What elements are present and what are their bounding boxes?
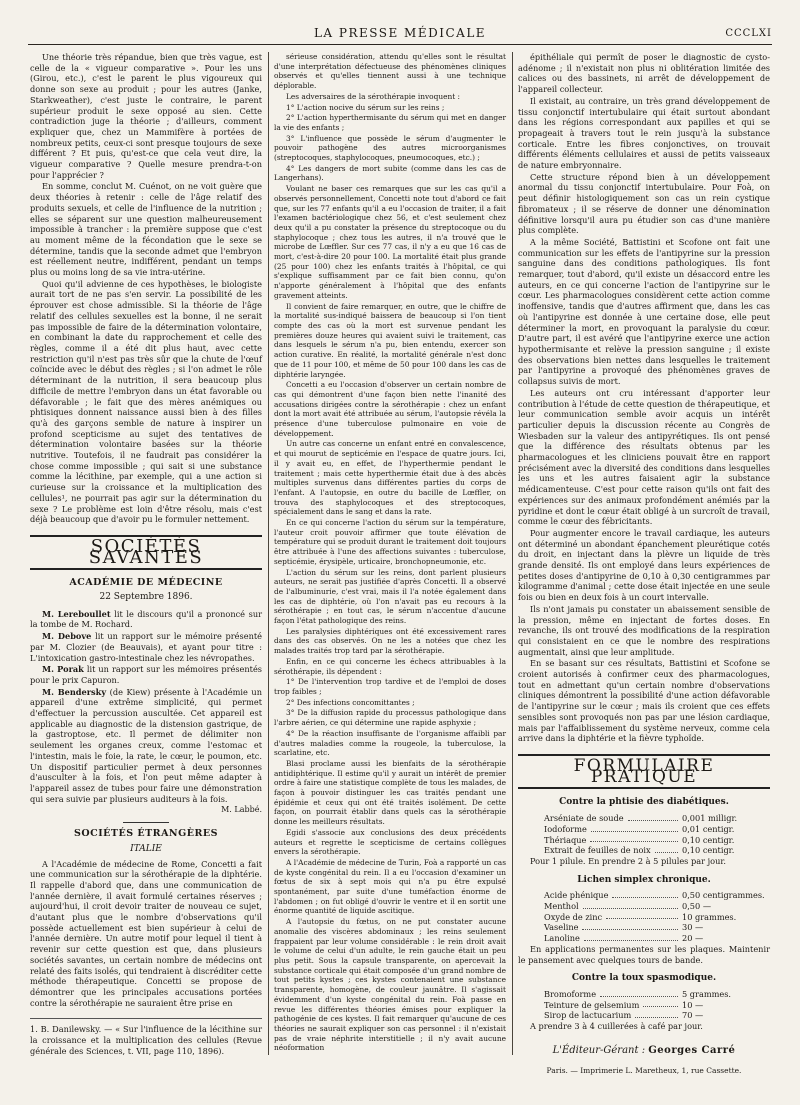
printer-line: Paris. — Imprimerie L. Maretheux, 1, rue Cassette. xyxy=(546,1066,742,1076)
column-divider xyxy=(512,52,513,1055)
paragraph: Il existait, au contraire, un très grand développement de tissu conjonctif intertubulaire qui était surtout abondant dans les régions correspondant aux papilles et qui se propageait à travers tout le rein jusqu'à la substance corticale. Entre les fibres conjonctives, on trouvait différents éléments cellulaires et aussi de petits vaisseaux de nature embryonnaire. xyxy=(518,95,770,171)
column-divider xyxy=(268,52,269,1055)
paragraph: Voulant ne baser ces remarques que sur les cas qu'il a observés personnellement, Concetti note tout d'abord ce fait que, sur les 77 enfants qu'il a eu l'occasion de traiter, il a fait l'examen bactériologique chez 56, et c'est seulement chez deux qu'il a pu constater la présence du streptocoque ou du staphylocoque ; chez tous les autres, il n'a trouvé que le microbe de Lœffler. Sur ces 77 cas, il n'y a eu que 16 cas de mort, c'est-à-dire 20 pour 100. La mortalité était plus grande (25 pour 100) chez les enfants traités à l'hôpital, ce qui s'explique suffisamment par ce fait bien connu, qu'on n'apporte généralement à l'hôpital que des enfants gravement atteints. xyxy=(274,184,506,300)
ingredient-name: Vaseline xyxy=(544,922,579,933)
formula-ingredient xyxy=(518,933,770,944)
ingredient-name: Acide phénique xyxy=(544,890,609,901)
formula-ingredient xyxy=(518,912,770,923)
ingredient-quantity: 70 — xyxy=(682,1010,704,1021)
leader-dots xyxy=(591,824,678,832)
paragraph: 3° L'influence que possède le sérum d'augmenter le pouvoir pathogène des autres microorganismes (streptocoques, staphylocoques, pneumocoques, etc.) ; xyxy=(274,133,506,163)
formula-ingredient xyxy=(518,1000,770,1011)
ingredient-name: Thériaque xyxy=(544,834,587,845)
leader-dots xyxy=(643,1000,678,1008)
paragraph: épithéliale qui permît de poser le diagnostic de cysto-adénome ; il n'existait non plus ni oblitération limitée des calices ou des bassinets, ni arrêt de développement de l'appareil collecteur. xyxy=(518,52,770,95)
formula-ingredient xyxy=(518,835,770,846)
country-heading: ITALIE xyxy=(130,843,162,854)
leader-dots xyxy=(582,922,678,930)
speaker-name: M. Porak xyxy=(42,664,84,675)
paragraph: Egidi s'associe aux conclusions des deux précédents auteurs et regrette le scepticisme de certains collègues envers la sérothérapie. xyxy=(274,827,506,857)
editor-name: Georges Carré xyxy=(648,1044,736,1056)
paragraph: 4° Les dangers de mort subite (comme dans les cas de Langerhans). xyxy=(274,163,506,183)
ingredient-quantity: 20 — xyxy=(682,933,704,944)
paragraph: Pour augmenter encore le travail cardiaque, les auteurs ont déterminé un abondant épanchement pleurétique cotés du droit, en injectant dans la plèvre un liquide de très grande densité. Ils ont employé dans leurs expériences de petites doses d'antipyrine de 0,10 à 0,30 centigrammes par kilogramme d'animal ; cette dose était injectée en une seule fois ou bien en deux fois à un court intervalle. xyxy=(518,527,770,603)
leader-dots xyxy=(584,933,678,941)
editor-label: L'Éditeur-Gérant : xyxy=(552,1044,649,1056)
paragraph: Enfin, en ce qui concerne les échecs attribuables à la sérothérapie, ils dépendent : xyxy=(274,656,506,676)
paragraph: Ils n'ont jamais pu constater un abaissement sensible de la pression, même en injectant de fortes doses. En revanche, ils ont trouvé des modifications de la respiration qui consistaient en ce que le nombre des respirations augmentait, ainsi que leur amplitude. xyxy=(518,603,770,657)
leader-dots xyxy=(590,835,678,843)
formula-ingredient xyxy=(518,890,770,901)
ingredient-name: Teinture de gelsemium xyxy=(544,999,640,1010)
footnote: 1. B. Danilewsky. — « Sur l'influence de la lécithine sur la croissance et la multiplication des cellules (Revue générale des Sciences, t. VII, page 110, 1896). xyxy=(30,1018,262,1056)
paragraph: Blasi proclame aussi les bienfaits de la sérothérapie antidiphtérique. Il estime qu'il y aurait un intérêt de premier ordre à faire une statistique complète de tous les malades, de façon à pouvoir distinguer les cas traités pendant une épidémie et ceux qui ont été traités isolément. De cette façon, on pourrait établir dans quels cas la sérothérapie donne les meilleurs résultats. xyxy=(274,758,506,827)
column-1 xyxy=(30,52,262,1056)
paragraph: Une théorie très répandue, bien que très vague, est celle de la « vigueur comparative ». Pour les uns (Girou, etc.), c'est le parent le plus vigoureux qui donne son sexe au produit ; pour les autres (Janke, Starkweather), c'est juste le contraire, le parent supérieur produit le sexe opposé au sien. Cette contradiction juge la théorie ; d'ailleurs, comment expliquer que, chez un Mammifère à portées de nombreux petits, ceux-ci sont presque toujours de sexe différent ? Et puis, qu'est-ce que cela veut dire, la vigueur comparative ? Quelle mesure prendra-t-on pour l'apprécier ? xyxy=(30,52,262,180)
paragraph: En somme, conclut M. Cuénot, on ne voit guère que deux théories à retenir : celle de l'âge relatif des produits sexuels, et celle de l'influence de la nutrition ; elles se séparent sur une question malheureusement impossible à trancher : la première suppose que c'est au moment même de la fécondation que le sexe se détermine, tandis que la seconde admet que l'embryon est réellement neutre, indifférent, pendant un temps plus ou moins long de sa vie intra-utérine. xyxy=(30,181,262,278)
paragraph: Il convient de faire remarquer, en outre, que le chiffre de la mortalité sus-indiqué baissera de beaucoup si l'on tient compte des cas où la mort est survenue pendant les premières douze heures qui avaient suivi le traitement, cas dans lesquels le sérum n'a pu, bien entendu, exercer son action curative. En réalité, la mortalité générale n'est donc que de 11 pour 100, et même de 50 pour 100 dans les cas de diphtérie laryngée. xyxy=(274,301,506,379)
formula-title: Lichen simplex chronique. xyxy=(577,874,711,885)
section-title-formulaire: FORMULAIRE PRATIQUE xyxy=(518,754,770,789)
paragraph: A l'autopsie du fœtus, on ne put constater aucune anomalie des viscères abdominaux ; les reins seulement frappaient par leur volume considérable : le rein droit avait le volume de celui d'un adulte, le rein gauche était un peu plus petit. Sous la capsule transparente, on apercevait la substance corticale qui était composée d'un grand nombre de tout petits kystes ; ces kystes contenaient une substance transparente, homogène, de couleur jaunâtre. Il s'agissait évidemment d'un kyste congénital du rein. Foà passe en revue les différentes théories émises pour expliquer la pathogénie de ces kystes. Il fait remarquer qu'aucune de ces théories ne saurait expliquer son cas personnel : il n'existait pas de vraie néphrite interstitielle ; il n'y avait aucune néoformation xyxy=(274,917,506,1053)
page-header xyxy=(28,24,772,42)
ingredient-quantity: 0,50 centigrammes. xyxy=(682,890,765,901)
formulary xyxy=(518,797,770,1031)
paragraph: A l'Académie de médecine de Turin, Foà a rapporté un cas de kyste congénital du rein. Il a eu l'occasion d'examiner un fœtus de six à sept mois qui n'a pu être expulsé spontanément, par suite d'une tuméfaction énorme de l'abdomen ; on fut obligé d'ouvrir le ventre et il en sortit une énorme quantité de liquide ascitique. xyxy=(274,857,506,916)
formula-instructions: En applications permanentes sur les plaques. Maintenir le pansement avec quelques tours de bande. xyxy=(518,943,770,965)
journal-title: LA PRESSE MÉDICALE xyxy=(313,26,487,40)
paragraph-text: (de Kiew) présente à l'Académie un appareil d'une extrême simplicité, qui permet d'effectuer la percussion auscultée. Cet appareil est applicable au diagnostic de la distension gastrique, de la gastroptose, etc. Il permet de délimiter non seulement les organes creux, comme l'estomac et l'intestin, mais le foie, la rate, le cœur, le poumon, etc. Un dispositif particulier permet à deux personnes d'ausculter à la fois, et l'on peut même adapter à l'appareil assez de tubes pour faire une démonstration qui sera suivie par plusieurs auditeurs à la fois. xyxy=(30,686,262,804)
paragraph: 3° De la diffusion rapide du processus pathologique dans l'arbre aérien, ce qui détermine une rapide asphyxie ; xyxy=(274,708,506,728)
paragraph: Les auteurs ont cru intéressant d'apporter leur contribution à l'étude de cette question de thérapeutique, et leur communication semble avoir acquis un intérêt particulier depuis la discussion récente au Congrès de Wiesbaden sur la valeur des antipyrétiques. Ils ont pensé que la différence des résultats obtenus par les pharmacologues et les cliniciens pouvait être en rapport précisément avec la diversité des conditions dans lesquelles les uns et les autres faisaient agir la substance médicamenteuse. C'est pour cette raison qu'ils ont fait des expériences sur des animaux profondément anémiés par la pyridine et dont le cœur était obligé à un surcroît de travail, comme le cœur des fébricitants. xyxy=(518,387,770,527)
ingredient-name: Extrait de feuilles de noix xyxy=(544,845,651,856)
header-rule xyxy=(28,44,772,45)
formula-ingredient xyxy=(518,1010,770,1021)
formula-ingredient xyxy=(518,824,770,835)
ingredient-name: Oxyde de zinc xyxy=(544,911,603,922)
paragraph: Concetti a eu l'occasion d'observer un certain nombre de cas qui démontrent d'une façon bien nette l'inanité des accusations dirigées contre la sérothérapie : chez un enfant dont la mort avait été attribuée au sérum, l'autopsie révéla la présence d'une tuberculose pulmonaire en voie de développement. xyxy=(274,380,506,438)
section-title-societes-savantes: SOCIÉTÉS SAVANTES xyxy=(30,535,262,570)
academy-paragraph xyxy=(30,687,262,805)
academy-paragraph xyxy=(30,609,262,630)
formula-title: Contre la phtisie des diabétiques. xyxy=(559,797,729,808)
paragraph: En ce qui concerne l'action du sérum sur la température, l'auteur croit pouvoir affirmer que toute élévation de température qui se produit durant le traitement doit toujours être attribuée à l'une des affections suivantes : tuberculose, septicémie, érysipèle, urticaire, bronchopneumonie, etc. xyxy=(274,518,506,566)
formula-instructions: A prendre 3 à 4 cuillerées à café par jour. xyxy=(530,1021,703,1032)
ingredient-quantity: 0,50 — xyxy=(682,901,712,912)
ingredient-quantity: 0,10 centigr. xyxy=(682,845,735,856)
paragraph: Cette structure répond bien à un développement anormal du tissu conjonctif intertubulaire. Pour Foà, on peut définir histologiquement son cas un rein cystique fibromateux ; il se réserve de donner une dénomination définitive lorsqu'il aura pu étudier son cas d'une manière plus complète. xyxy=(518,171,770,236)
academy-date: 22 Septembre 1896. xyxy=(99,592,193,603)
formula-ingredient xyxy=(518,845,770,856)
column-2 xyxy=(274,52,506,1054)
speaker-name: M. Bendersky xyxy=(42,686,107,697)
formula-ingredient xyxy=(518,989,770,1000)
leader-dots xyxy=(628,813,678,821)
paragraph: 2° Des infections concomittantes ; xyxy=(286,697,415,707)
paragraph: 2° L'action hyperthermisante du sérum qui met en danger la vie des enfants ; xyxy=(274,113,506,132)
column-3 xyxy=(518,52,770,1077)
ingredient-quantity: 0,01 centigr. xyxy=(682,823,735,834)
formula-ingredient xyxy=(518,901,770,912)
paragraph: Les paralysies diphtériques ont été excessivement rares dans des cas observés. On ne les a notées que chez les malades traités trop tard par la sérothérapie. xyxy=(274,626,506,656)
ingredient-quantity: 30 — xyxy=(682,922,704,933)
leader-dots xyxy=(612,890,678,898)
paragraph: 1° De l'intervention trop tardive et de l'emploi de doses trop faibles ; xyxy=(274,677,506,696)
paragraph: 1° L'action nocive du sérum sur les reins ; xyxy=(286,102,445,112)
ingredient-name: Menthol xyxy=(544,901,579,912)
ingredient-name: Iodoforme xyxy=(544,823,587,834)
paragraph: Les adversaires de la sérothérapie invoquent : xyxy=(286,91,461,101)
paragraph: sérieuse considération, attendu qu'elles sont le résultat d'une interprétation défectueuse des phénomènes cliniques observés et qu'elles tiennent aussi à une technique déplorable. xyxy=(274,52,506,91)
foreign-heading: SOCIÉTÉS ÉTRANGÈRES xyxy=(74,828,218,840)
leader-dots xyxy=(606,912,678,920)
paragraph: A l'Académie de médecine de Rome, Concetti a fait une communication sur la sérothérapie de la diphtérie. Il rappelle d'abord que, dans une communication de l'année dernière, il avait formulé certaines réserves ; aujourd'hui, il croit devoir traiter de nouveau ce sujet, d'autant plus que le nombre d'observations qu'il possède actuellement est bien supérieur à celui de l'année dernière. Un autre motif pour lequel il tient à revenir sur cette question est que, dans plusieurs sociétés savantes, un certain nombre de médecins ont relaté des faits isolés, qui tendraient à discréditer cette méthode thérapeutique. Concetti se propose de démontrer que les principales accusations portées contre la sérothérapie ne sauraient être prise en xyxy=(30,858,262,1008)
leader-dots xyxy=(655,845,678,853)
paragraph-text: lit le discours qu'il a prononcé sur la tombe de M. Rochard. xyxy=(30,608,263,630)
ingredient-name: Arséniate de soude xyxy=(544,813,624,824)
paragraph-text: lit un rapport sur les mémoires présentés pour le prix Capuron. xyxy=(30,664,262,685)
formula-title: Contre la toux spasmodique. xyxy=(571,973,717,984)
ingredient-name: Lanoline xyxy=(544,933,580,944)
leader-dots xyxy=(583,901,678,909)
academy-paragraph xyxy=(30,664,262,685)
leader-dots xyxy=(600,989,678,997)
speaker-name: M. Lereboullet xyxy=(42,608,111,619)
ingredient-name: Bromoforme xyxy=(544,988,597,999)
page-number: CCCLXI xyxy=(725,27,772,39)
paragraph: Un autre cas concerne un enfant entré en convalescence, et qui mourut de septicémie en l'espace de quatre jours. Ici, il y avait eu, en effet, de l'hyperthermie pendant le traitement ; mais cette hyperthermie était due à des abcès multiples survenus dans différentes parties du corps de l'enfant. A l'autopsie, en outre du bacille de Lœffler, on trouva des staphylocoques et des streptocoques, spécialement dans le sang et dans la rate. xyxy=(274,439,506,517)
ingredient-quantity: 10 — xyxy=(682,999,704,1010)
ingredient-quantity: 5 grammes. xyxy=(682,988,732,999)
paragraph-text: lit un rapport sur le mémoire présenté par M. Clozier (de Beauvais), et ayant pour titre : L'intoxication gastro-intestinale chez les névropathes. xyxy=(30,631,262,663)
formula-ingredient xyxy=(518,813,770,824)
paragraph: Quoi qu'il advienne de ces hypothèses, le biologiste aurait tort de ne pas s'en servir. La possibilité de les éprouver est chose admissible. Si la théorie de l'âge relatif des cellules sexuelles est la bonne, il ne serait pas impossible de faire de la détermination volontaire, en combinant la date du rapprochement et celle des règles, comme il a été dit plus haut, avec cette restriction qu'il n'est pas très sûr que la chute de l'œuf coïncide avec le début des règles ; si l'on admet le rôle déterminant de la nutrition, il sera beaucoup plus difficile de mettre l'embryon dans un état favorable ou défavorable ; le fait que des mères anémiques ou phtisiques donnent naissance aussi bien à des filles qu'à des garçons semble de nature à inspirer un profond scepticisme au sujet des tentatives de détermination volontaire basées sur la théorie nutritive. Toutefois, il ne faudrait pas considérer la chose comme impossible ; qui sait si une substance comme la lécithine, par exemple, qui a une action si curieuse sur la croissance et la multiplication des cellules¹, ne pourrait pas agir sur la détermination du sexe ? Le problème est loin d'être résolu, mais c'est déjà beaucoup que d'avoir pu le formuler nettement. xyxy=(30,278,262,525)
leader-dots xyxy=(635,1010,678,1018)
editor-line xyxy=(518,1046,770,1057)
ingredient-quantity: 10 grammes. xyxy=(682,911,737,922)
formula-ingredient xyxy=(518,922,770,933)
formula-instructions: Pour 1 pilule. En prendre 2 à 5 pilules par jour. xyxy=(530,855,726,866)
academy-paragraph xyxy=(30,631,262,663)
paragraph: En se basant sur ces résultats, Battistini et Scofone se croient autorisés à confirmer ceux des pharmacologues, tout en admettant qu'un certain nombre d'observations cliniques démontrent la possibilité d'une action défavorable de l'antipyrine sur le cœur ; mais ils croient que ces effets sensibles sont provoqués non pas par une lésion cardiaque, mais par l'affaiblissement du système nerveux, comme cela arrive dans la diphtérie et la fièvre typhoïde. xyxy=(518,658,770,744)
speaker-name: M. Debove xyxy=(42,631,92,642)
signature: M. Labbé. xyxy=(221,805,262,815)
ingredient-quantity: 0,001 milligr. xyxy=(682,813,738,824)
ingredient-quantity: 0,10 centigr. xyxy=(682,834,735,845)
academy-heading: ACADÉMIE DE MÉDECINE xyxy=(69,577,223,589)
ingredient-name: Sirop de lactucarium xyxy=(544,1010,632,1021)
paragraph: L'action du sérum sur les reins, dont parlent plusieurs auteurs, ne serait pas justifiée d'après Concetti. Il a observé de l'albuminurie, c'est vrai, mais il l'a notée également dans les cas de diphtérie, où l'on n'avait pas eu recours à la sérothérapie ; en tout cas, le sérum n'accentue d'aucune façon l'état pathologique des reins. xyxy=(274,567,506,626)
paragraph: A la même Société, Battistini et Scofone ont fait une communication sur les effets de l'antipyrine sur la pression sanguine dans des conditions pathologiques. Ils font remarquer, tout d'abord, qu'il existe un désaccord entre les auteurs, en ce qui concerne l'action de l'antipyrine sur le cœur. Les pharmacologues considèrent cette action comme inoffensive, tandis que d'autres affirment que, dans les cas où l'antipyrine est donnée à une certaine dose, elle peut déterminer la mort, en provoquant la paralysie du cœur. D'autre part, il est avéré que l'antipyrine exerce une action hypothermisante et relève la pression sanguine ; il existe des observations bien nettes dans lesquelles le traitement par l'antipyrine a provoqué des phénomènes graves de collapsus suivis de mort. xyxy=(518,236,770,387)
paragraph: 4° De la réaction insuffisante de l'organisme affaibli par d'autres maladies comme la rougeole, la tuberculose, la scarlatine, etc. xyxy=(274,728,506,758)
separator xyxy=(123,822,169,823)
